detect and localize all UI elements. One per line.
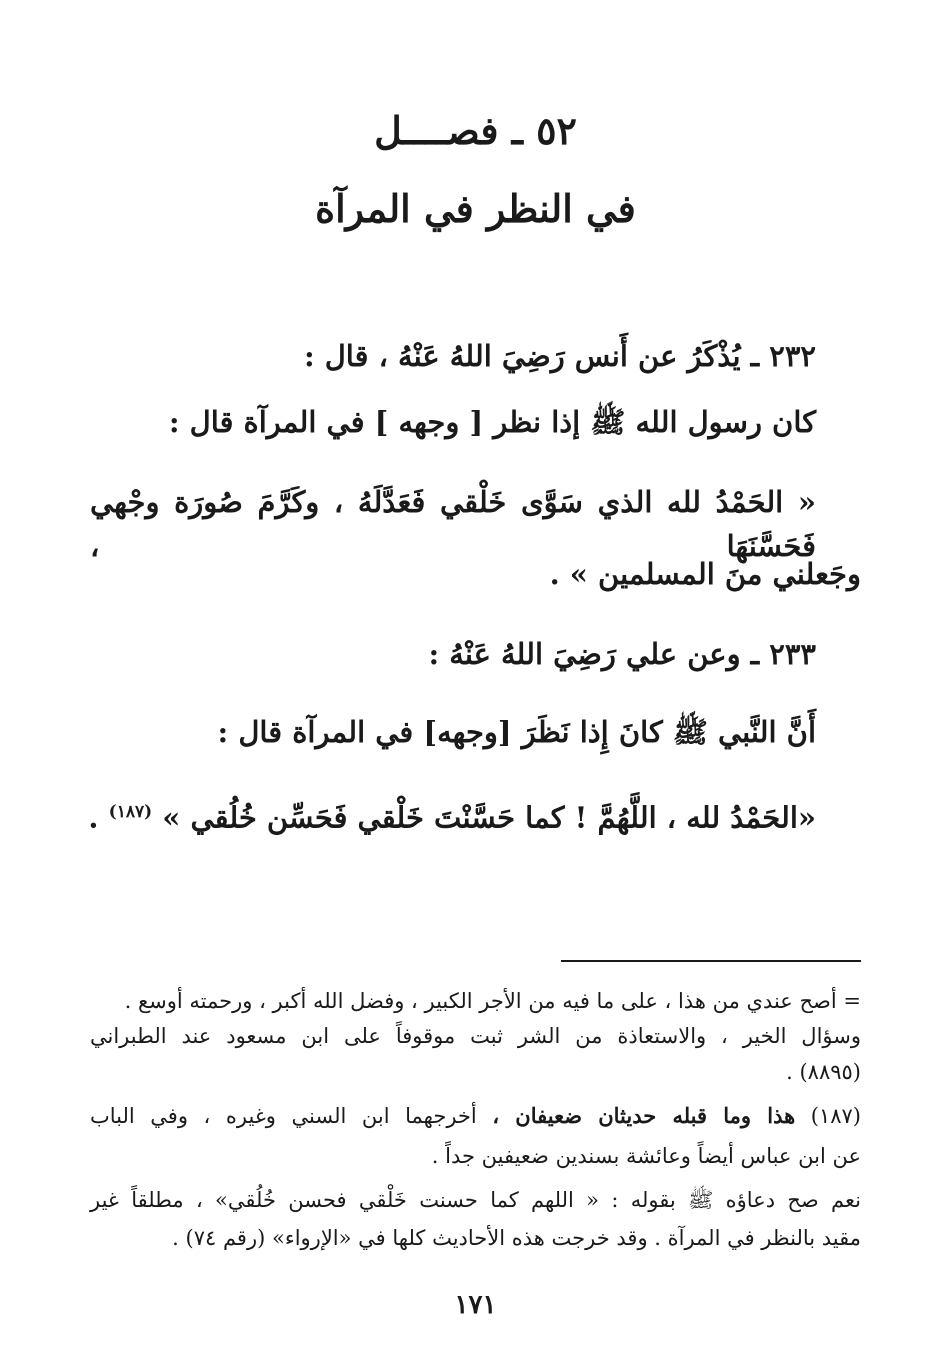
- hadith-233-text: [60, 790, 816, 840]
- footnote-continuation-line2: وسؤال الخير ، والاستعاذة من الشر ثبت موقوفاً على ابن مسعود عند الطبراني: [90, 1024, 861, 1048]
- chapter-title: في النظر في المرآة: [315, 186, 636, 231]
- hadith-233-end: .: [88, 800, 99, 835]
- hadith-232-context: كان رسول الله ﷺ إذا نظر [ وجهه ] في المرآة قال :: [168, 405, 816, 439]
- footnote-continuation-line3: (٨٨٩٥) .: [786, 1060, 861, 1084]
- footnote-187-line4: مقيد بالنظر في المرآة . وقد خرجت هذه الأحاديث كلها في «الإرواء» (رقم ٧٤) .: [172, 1226, 861, 1250]
- footnote-187-line2: عن ابن عباس أيضاً وعائشة بسندين ضعيفين جداً .: [431, 1144, 861, 1168]
- chapter-heading: ٥٢ ـ فصــــل: [374, 108, 577, 153]
- footnote-187-line1: [90, 1100, 861, 1132]
- hadith-232-intro: ٢٣٢ ـ يُذْكَرُ عن أَنس رَضِيَ اللهُ عَنْهُ ، قال :: [303, 339, 816, 373]
- hadith-233-supplication: «الحَمْدُ لله ، اللَّهُمَّ ! كما حَسَّنْتَ خَلْقي فَحَسِّن خُلُقي »: [162, 800, 816, 835]
- footnote-187-rest: أخرجهما ابن السني وغيره ، وفي الباب: [90, 1104, 477, 1128]
- footnote-187-line3: نعم صح دعاؤه ﷺ بقوله : « اللهم كما حسنت خَلْقي فحسن خُلُقي» ، مطلقاً غير: [90, 1188, 861, 1212]
- page-number: ١٧١: [454, 1290, 497, 1320]
- footnote-continuation-line1: = أصح عندي من هذا ، على ما فيه من الأجر الكبير ، وفضل الله أكبر ، ورحمته أوسع .: [124, 989, 861, 1013]
- footnote-ref-187[interactable]: (١٨٧): [108, 802, 153, 822]
- footnote-separator: [561, 960, 861, 962]
- hadith-232-text-line2: وجَعلني منَ المسلمين » .: [549, 557, 861, 591]
- hadith-233-intro: ٢٣٣ ـ وعن علي رَضِيَ اللهُ عَنْهُ :: [428, 637, 816, 671]
- footnote-187-number: (١٨٧): [810, 1104, 861, 1128]
- footnote-187-bold: هذا وما قبله حديثان ضعيفان ،: [492, 1103, 796, 1128]
- hadith-233-context: أَنَّ النَّبي ﷺ كانَ إِذا نَظَرَ [وجهه] في المرآة قال :: [217, 715, 816, 749]
- hadith-232-text-line1: « الحَمْدُ لله الذي سَوَّى خَلْقي فَعَدَّلَهُ ، وكَرَّمَ صُورَة وجْهي فَحَسَّنَهَا ،: [90, 485, 816, 563]
